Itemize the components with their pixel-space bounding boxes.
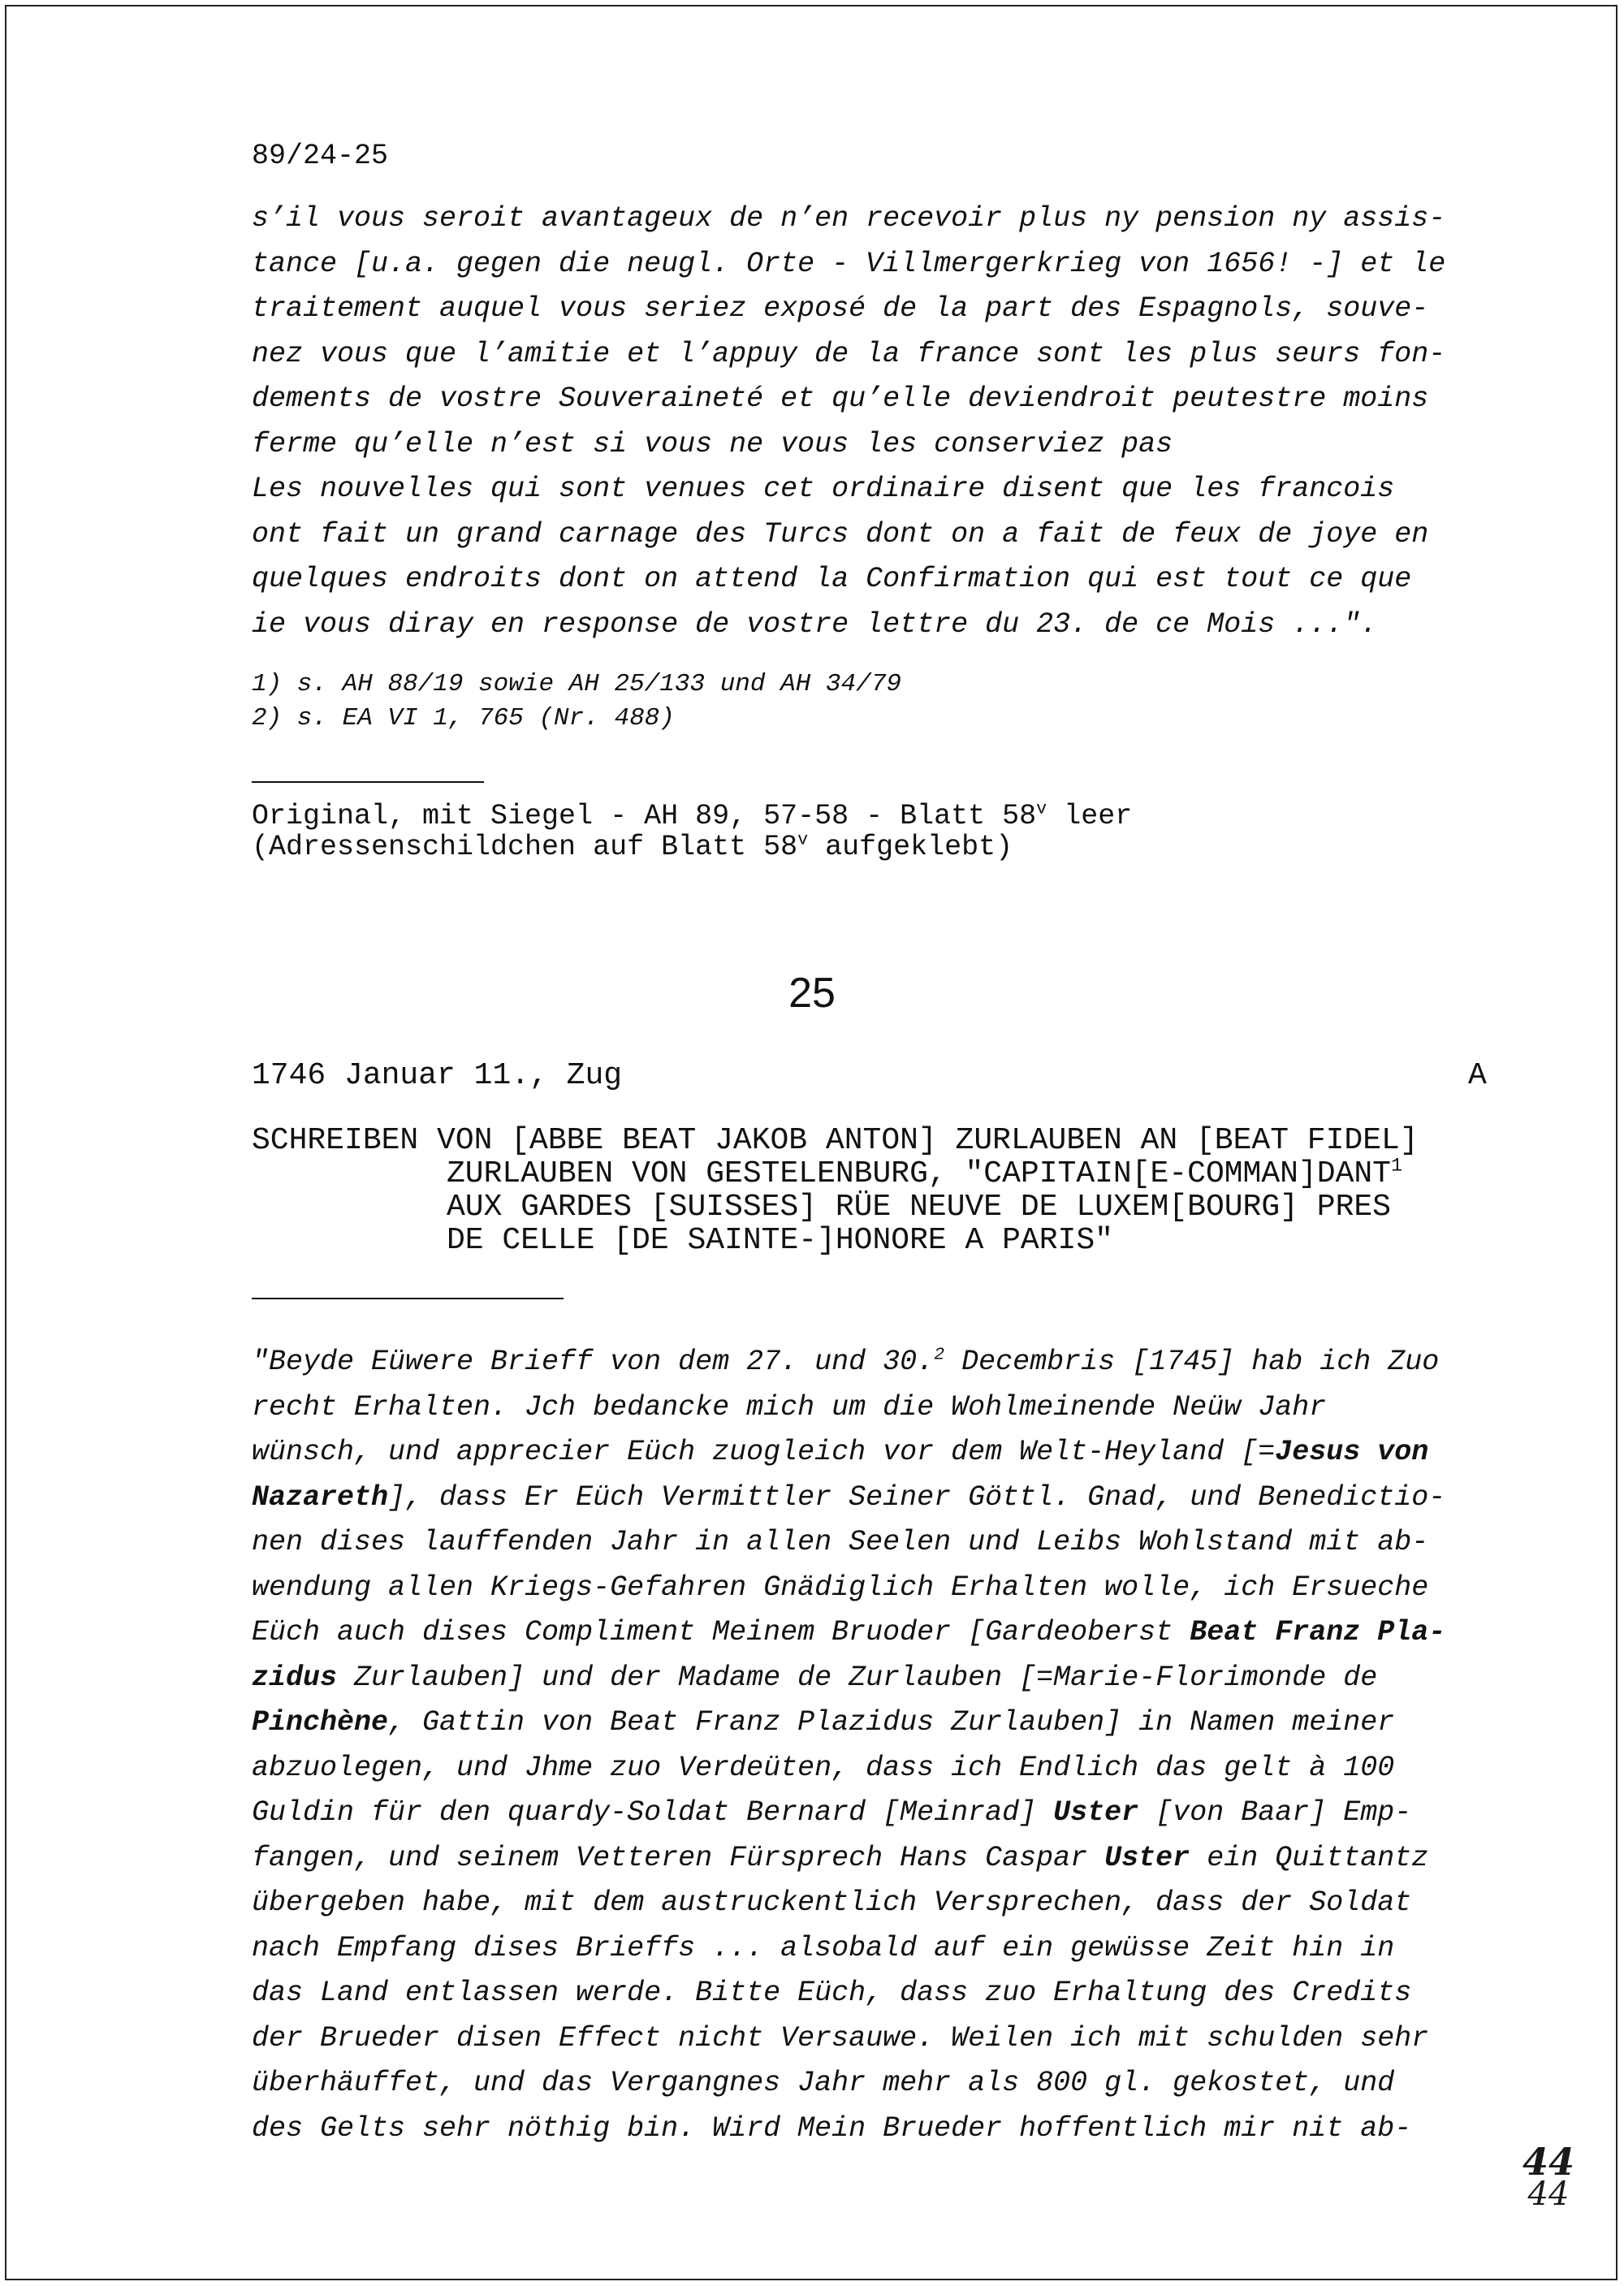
text-line: Les nouvelles qui sont venues cet ordinaire disent que les francois [252,473,1395,505]
text-line: des Gelts sehr nöthig bin. Wird Mein Brueder hoffentlich mir nit ab- [252,2111,1412,2145]
text-run: Guldin für den quardy-Soldat Bernard [Meinrad] [252,1796,1054,1829]
text-line: der Brueder disen Effect nicht Versauwe. Weilen ich mit schulden sehr [252,2021,1429,2055]
text-line [252,1610,1502,1656]
footnote-marker: 2 [934,1344,945,1365]
verso-mark: v [1036,798,1047,819]
source-line-2 [252,829,1132,863]
text-line: ferme qu’elle n’est si vous ne vous les conserviez pas [252,427,1173,460]
source-line-1 [252,798,1133,832]
footnote-2: 2) s. EA VI 1, 765 (Nr. 488) [252,704,675,732]
text-line [252,1791,1502,1836]
text-line: nez vous que l’amitie et l’appuy de la france sont les plus seurs fon- [252,337,1446,370]
text-line: das Land entlassen werde. Bitte Eüch, dass zuo Erhaltung des Credits [252,1977,1412,2009]
person-name: Uster [1053,1796,1139,1829]
text-line: übergeben habe, mit dem austruckentlich Versprechen, dass der Soldat [252,1886,1412,1919]
text-line: nen dises lauffenden Jahr in allen Seelen und Leibs Wohlstand mit ab- [252,1526,1429,1558]
heading-line [252,1157,1419,1191]
text-line [252,1430,1502,1476]
source-note [252,798,1133,863]
heading-text: ZURLAUBEN VON GESTELENBURG, "CAPITAIN[E-COMMAN]DANT [447,1156,1391,1191]
text-line: dements de vostre Souveraineté et qu’elle deviendroit peutestre moins [252,382,1429,415]
verso-mark: v [797,829,809,850]
text-run: wünsch, und apprecier Eüch zuogleich vor dem Welt-Heyland [= [252,1436,1276,1468]
footnote-marker: 1 [1391,1155,1403,1178]
person-name: Jesus von [1275,1436,1429,1468]
text-line [252,1476,1502,1521]
text-run: fangen, und seinem Vetteren Fürsprech Hans Caspar [252,1841,1105,1874]
text-run: "Beyde Eüwere Brieff von dem 27. und 30. [252,1346,935,1378]
document-type: A [1468,1058,1487,1093]
text-line: ie vous diray en response de vostre lettre du 23. de ce Mois ...". [252,607,1378,641]
separator-rule [252,781,484,783]
text-line: traitement auquel vous seriez exposé de la part des Espagnols, souve- [252,292,1429,325]
heading-line: AUX GARDES [SUISSES] RÜE NEUVE DE LUXEM[BOURG] PRES [447,1190,1391,1225]
dateline: 1746 Januar 11., Zug [252,1058,623,1093]
text-run: Decembris [1745] hab ich Zuo [944,1346,1440,1378]
document-heading [252,1124,1419,1257]
text-line [252,1700,1502,1746]
document-number: 25 [788,970,836,1017]
page-number-handwritten: 44 [1527,2176,1570,2213]
text-line: überhäuffet, und das Vergangnes Jahr mehr als 800 gl. gekostet, und [252,2067,1395,2099]
letter-text-german [252,1340,1502,2151]
text-line: ont fait un grand carnage des Turcs dont on a fait de feux de joye en [252,517,1429,551]
separator-rule [252,1298,564,1299]
person-name: Pinchène [252,1706,389,1739]
text-run: [von Baar] Emp- [1138,1796,1412,1829]
page-number-stamped: 44 [1522,2140,1574,2184]
text-line [252,1836,1502,1882]
text-line: tance [u.a. gegen die neugl. Orte - Villmergerkrieg von 1656! -] et le [252,247,1446,280]
text-run: Eüch auch dises Compliment Meinem Bruoder [Gardeoberst [252,1616,1190,1649]
heading-line: DE CELLE [DE SAINTE-]HONORE A PARIS" [447,1223,1113,1258]
footnote-1: 1) s. AH 88/19 sowie AH 25/133 und AH 34/79 [252,670,901,698]
source-text: (Adressenschildchen auf Blatt 58 [252,831,798,863]
text-line: quelques endroits dont on attend la Confirmation qui est tout ce que [252,563,1412,595]
source-text: Original, mit Siegel - AH 89, 57-58 - Blatt 58 [252,800,1037,832]
page-number [1512,2140,1585,2213]
text-run: , Gattin von Beat Franz Plazidus Zurlauben] in Namen meiner [388,1706,1395,1739]
source-text: aufgeklebt) [808,831,1013,863]
text-line: wendung allen Kriegs-Gefahren Gnädiglich Erhalten wolle, ich Ersueche [252,1571,1429,1604]
text-run: ], dass Er Eüch Vermittler Seiner Göttl. Gnad, und Benedictio- [388,1480,1446,1514]
person-name: Uster [1104,1841,1190,1874]
source-text: leer [1047,800,1133,832]
person-name: Nazareth [252,1480,389,1514]
text-line: abzuolegen, und Jhme zuo Verdeüten, dass ich Endlich das gelt à 100 [252,1751,1395,1784]
footnotes [252,668,901,736]
person-name: Beat Franz Pla- [1190,1616,1446,1649]
text-line [252,1340,1502,1385]
person-name: zidus [252,1661,338,1694]
heading-line: SCHREIBEN VON [ABBE BEAT JAKOB ANTON] ZURLAUBEN AN [BEAT FIDEL] [252,1123,1419,1158]
text-line: s’il vous seroit avantageux de n’en recevoir plus ny pension ny assis- [252,202,1446,235]
text-line: recht Erhalten. Jch bedancke mich um die Wohlmeinende Neüw Jahr [252,1390,1327,1424]
text-line [252,1656,1502,1701]
letter-excerpt-french [252,197,1502,647]
text-run: Zurlauben] und der Madame de Zurlauben [=Marie-Florimonde de [337,1661,1378,1694]
text-run: ein Quittantz [1190,1841,1429,1874]
text-line: nach Empfang dises Brieffs ... alsobald auf ein gewüsse Zeit hin in [252,1931,1395,1964]
document-reference: 89/24-25 [252,140,389,172]
